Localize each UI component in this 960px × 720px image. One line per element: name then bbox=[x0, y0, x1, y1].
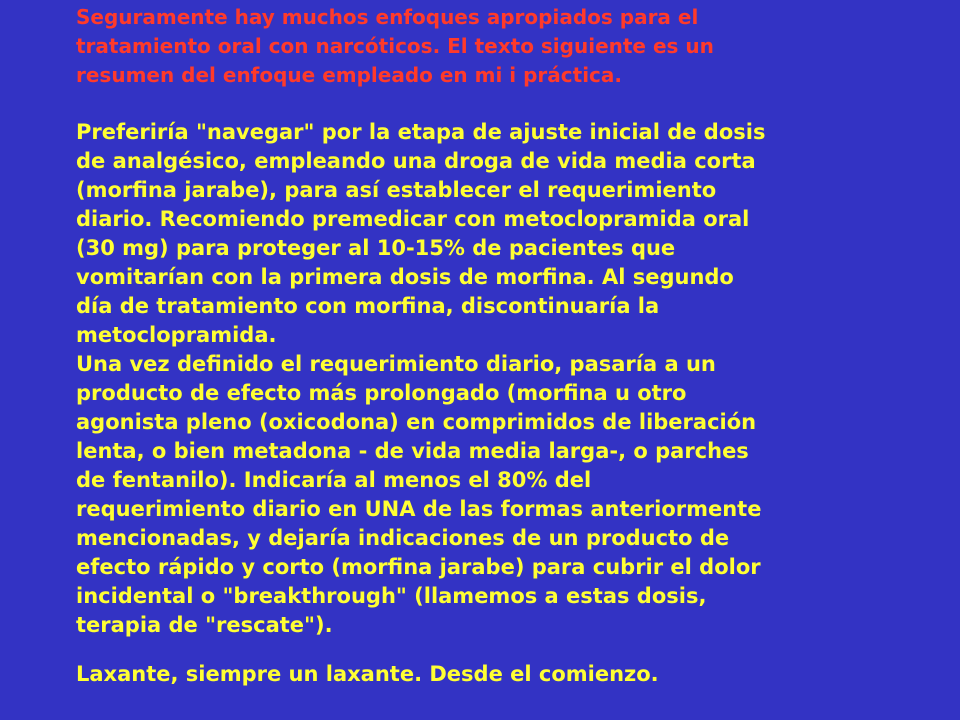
paragraph-line: Una vez definido el requerimiento diario, pasaría a un bbox=[76, 352, 716, 376]
intro-paragraph bbox=[76, 3, 936, 90]
intro-line: resumen del enfoque empleado en mi i práctica. bbox=[76, 63, 622, 87]
paragraph-line: mencionadas, y dejaría indicaciones de un producto de bbox=[76, 526, 730, 550]
paragraph-line: de fentanilo). Indicaría al menos el 80% del bbox=[76, 468, 592, 492]
paragraph-line: incidental o "breakthrough" (llamemos a estas dosis, bbox=[76, 584, 707, 608]
closing-line: Laxante, siempre un laxante. Desde el comienzo. bbox=[76, 662, 659, 686]
paragraph-line: diario. Recomiendo premedicar con metoclopramida oral bbox=[76, 207, 750, 231]
paragraph-line: lenta, o bien metadona - de vida media larga-, o parches bbox=[76, 439, 749, 463]
spacer bbox=[76, 90, 936, 118]
paragraph-line: requerimiento diario en UNA de las formas anteriormente bbox=[76, 497, 762, 521]
paragraph-line: (30 mg) para proteger al 10-15% de pacientes que bbox=[76, 236, 676, 260]
slide-content bbox=[76, 3, 936, 689]
intro-line: Seguramente hay muchos enfoques apropiados para el bbox=[76, 5, 699, 29]
paragraph-line: efecto rápido y corto (morfina jarabe) para cubrir el dolor bbox=[76, 555, 761, 579]
paragraph-line: Preferiría "navegar" por la etapa de ajuste inicial de dosis bbox=[76, 120, 766, 144]
paragraph-line: de analgésico, empleando una droga de vida media corta bbox=[76, 149, 756, 173]
intro-line: tratamiento oral con narcóticos. El texto siguiente es un bbox=[76, 34, 714, 58]
paragraph-line: (morfina jarabe), para así establecer el requerimiento bbox=[76, 178, 717, 202]
spacer bbox=[76, 640, 936, 660]
paragraph-line: vomitarían con la primera dosis de morfina. Al segundo bbox=[76, 265, 734, 289]
paragraph-line: día de tratamiento con morfina, discontinuaría la bbox=[76, 294, 660, 318]
paragraph-line: metoclopramida. bbox=[76, 323, 277, 347]
paragraph-line: agonista pleno (oxicodona) en comprimidos de liberación bbox=[76, 410, 757, 434]
titration-paragraph bbox=[76, 118, 936, 350]
maintenance-paragraph bbox=[76, 350, 936, 640]
paragraph-line: producto de efecto más prolongado (morfina u otro bbox=[76, 381, 687, 405]
paragraph-line: terapia de "rescate"). bbox=[76, 613, 333, 637]
